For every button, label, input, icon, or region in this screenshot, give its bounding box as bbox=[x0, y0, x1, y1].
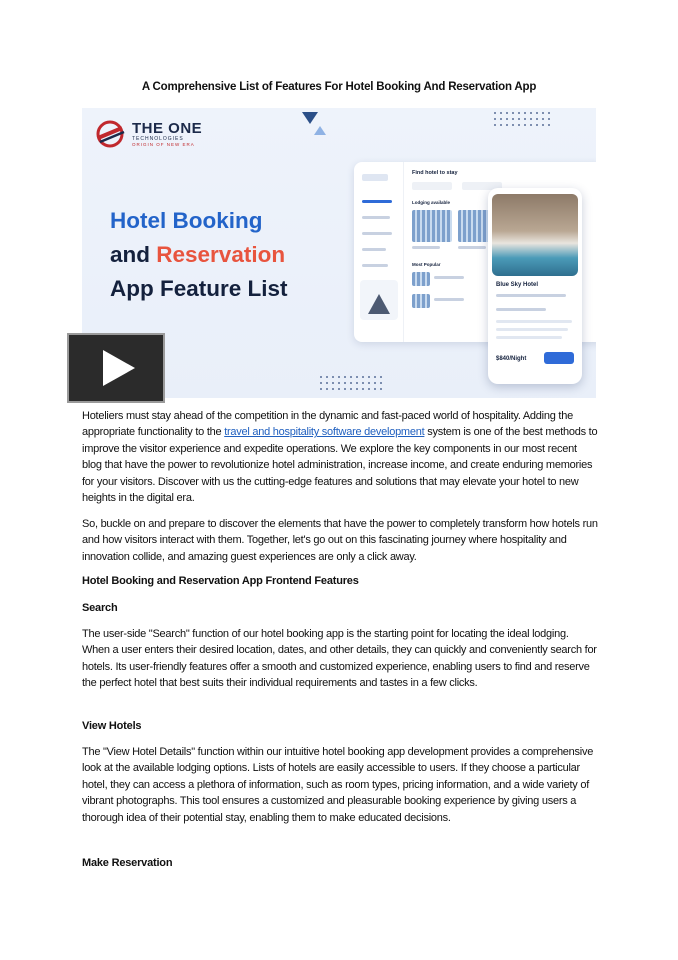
video-play-button[interactable] bbox=[67, 333, 165, 403]
second-paragraph: So, buckle on and prepare to discover the elements that have the power to completely transform how hotels run and how visitors interact with them. Together, let's go out on this fascinating journey where hospitality and innovation collide, and amazing guest experiences are only a click away. bbox=[82, 518, 598, 563]
logo-tagline: ORIGIN OF NEW ERA bbox=[132, 141, 195, 147]
make-reservation-heading: Make Reservation bbox=[82, 857, 173, 869]
headline-line-1: Hotel Booking bbox=[110, 208, 263, 233]
hotel-room-photo bbox=[492, 194, 578, 276]
intro-text-end: system is one of the best methods to improve the visitor experience and expedite operations. We explore the key components in our most recent blog that have the power to revolutionize hotel administration, increase income, and create enduring memories for your visitors. Discover with us the cutting-edge features and solutions that may elevate your hotel to new heights in the digital era. bbox=[82, 426, 598, 505]
dot-grid-decoration bbox=[320, 376, 382, 390]
search-paragraph: The user-side "Search" function of our hotel booking app is the starting point for locating the ideal lodging. When a user enters their desired location, dates, and other details, they can quickly and conveniently search for hotels. Its user-friendly features offer a smooth and customized experience, enabling users to find and reserve the perfect hotel that best suits their individual requirements and tastes in a few clicks. bbox=[82, 628, 597, 690]
logo-mark-icon bbox=[96, 120, 126, 148]
phone-price: $840/Night bbox=[496, 356, 527, 362]
banner-headline bbox=[110, 204, 288, 306]
logo-text: THE ONE bbox=[132, 119, 203, 137]
phone-book-button bbox=[544, 352, 574, 364]
company-logo bbox=[96, 120, 202, 148]
section-heading: Hotel Booking and Reservation App Frontend Features bbox=[82, 575, 359, 587]
software-development-link[interactable]: travel and hospitality software development bbox=[224, 426, 425, 439]
document-title: A Comprehensive List of Features For Hotel Booking And Reservation App bbox=[141, 81, 537, 93]
headline-line-2-prefix: and bbox=[110, 242, 157, 267]
headline-line-3: App Feature List bbox=[110, 276, 288, 301]
dot-grid-decoration bbox=[494, 112, 550, 126]
play-icon bbox=[103, 350, 135, 386]
headline-highlight: Reservation bbox=[156, 242, 286, 267]
view-hotels-paragraph: The "View Hotel Details" function within our intuitive hotel booking app development provides a comprehensive look at the available lodging options. Lists of hotels are easily accessible to users. If they choose a particular hotel, they can access a plethora of information, such as room types, pricing information, and a wide variety of vibrant photographs. This tool ensures a customized and pleasurable booking experience by giving users a thorough idea of their potential stay, enabling them to make educated decisions. bbox=[82, 746, 594, 824]
phone-mockup bbox=[488, 188, 582, 384]
mockup-sidebar bbox=[354, 162, 404, 342]
intro-text-start: Hoteliers must stay ahead of the competition in the dynamic and fast-paced world of hospitality. Adding the appropriate functionality to the bbox=[82, 410, 573, 439]
logo-subtext: TECHNOLOGIES bbox=[132, 135, 184, 142]
mockup-search-title: Find hotel to stay bbox=[412, 170, 458, 176]
intro-paragraph bbox=[82, 408, 598, 506]
triangle-decoration bbox=[302, 112, 318, 124]
headline-line-2 bbox=[110, 238, 288, 272]
triangle-decoration bbox=[314, 126, 326, 135]
search-heading: Search bbox=[82, 602, 118, 614]
mockup-popular-label: Most Popular bbox=[412, 262, 441, 267]
mockup-section-label: Lodging available bbox=[412, 200, 451, 205]
view-hotels-heading: View Hotels bbox=[82, 720, 142, 732]
phone-hotel-name: Blue Sky Hotel bbox=[496, 282, 539, 288]
